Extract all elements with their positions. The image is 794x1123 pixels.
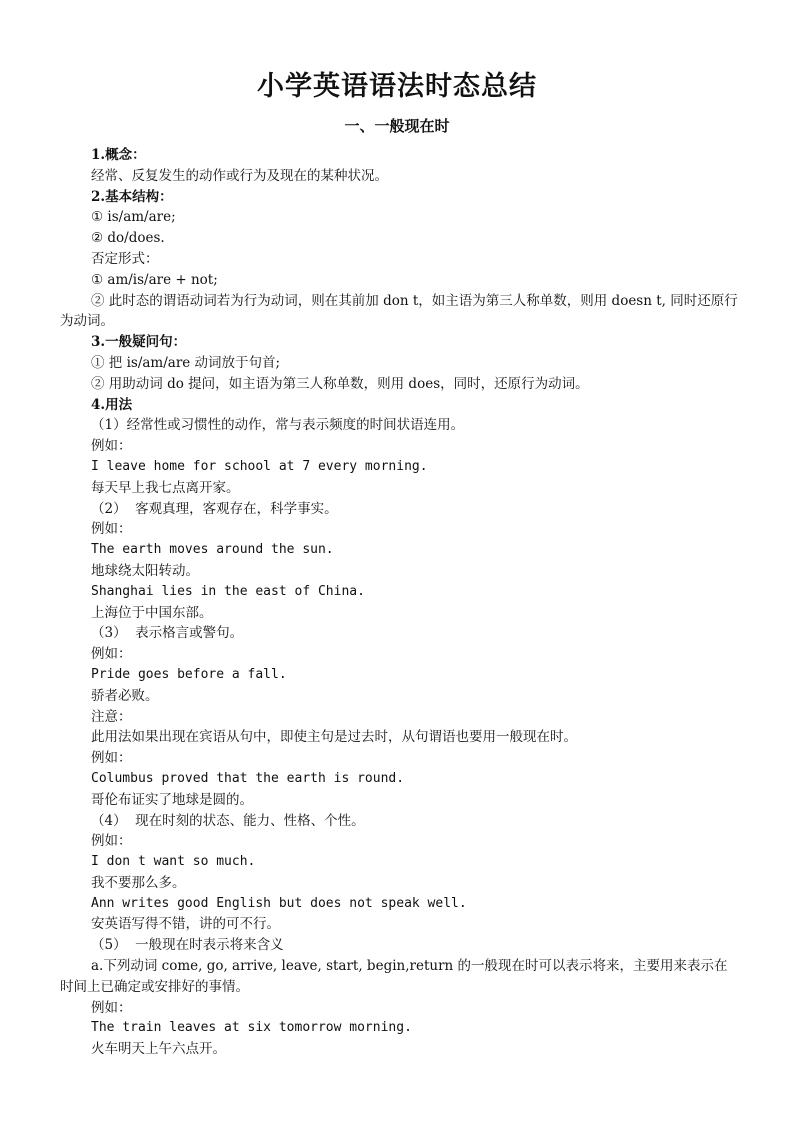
text-line: ① am/is/are + not;	[91, 271, 218, 288]
text-line: 例如：	[91, 646, 132, 663]
text-line: 例如：	[91, 521, 132, 538]
example-sentence: Pride goes before a fall.	[91, 666, 287, 682]
subsection-heading: 1.概念：	[91, 147, 146, 163]
text-line: ② 用助动词 do 提问，如主语为第三人称单数，则用 does，同时，还原行为动词。	[91, 375, 589, 392]
document-body	[60, 145, 740, 1060]
text-line: 我不要那么多。	[91, 874, 186, 891]
text-line: （4） 现在时刻的状态、能力、性格、个性。	[91, 812, 365, 829]
text-line: 火车明天上午六点开。	[91, 1041, 226, 1058]
subsection-heading: 2.基本结构：	[91, 188, 173, 205]
subsection-heading: 4.用法	[91, 396, 133, 413]
text-line: 安英语写得不错，讲的可不行。	[91, 916, 280, 933]
subsection-heading: 3.一般疑问句：	[91, 334, 187, 351]
text-line: 地球绕太阳转动。	[91, 562, 199, 579]
text-line: 例如：	[91, 999, 132, 1016]
text-line: ① is/am/are;	[91, 209, 176, 226]
text-line: （3） 表示格言或警句。	[91, 625, 244, 642]
example-sentence: I leave home for school at 7 every morning.	[91, 458, 428, 474]
text-line: 否定形式：	[91, 250, 159, 267]
text-line: 注意：	[91, 708, 132, 725]
text-line: 例如：	[91, 750, 132, 767]
text-line: 经常、反复发生的动作或行为及现在的某种状况。	[91, 167, 388, 184]
section-heading: 一、一般现在时	[344, 117, 450, 135]
example-sentence: Ann writes good English but does not speak well.	[91, 895, 467, 911]
example-sentence: Columbus proved that the earth is round.	[91, 770, 405, 786]
text-line: 上海位于中国东部。	[91, 604, 213, 621]
text-line: （5） 一般现在时表示将来含义	[91, 937, 284, 954]
text-line: a.下列动词 come, go, arrive, leave, start, begin,return 的一般现在时可以表示将来，主要用来表示在时间上已确定或安排好的事情。	[60, 958, 728, 995]
text-line: （2） 客观真理，客观存在，科学事实。	[91, 500, 338, 517]
example-sentence: The train leaves at six tomorrow morning.	[91, 1020, 412, 1036]
text-line: 此用法如果出现在宾语从句中，即使主句是过去时，从句谓语也要用一般现在时。	[91, 729, 577, 746]
text-line: 哥伦布证实了地球是圆的。	[91, 791, 253, 808]
text-line: 每天早上我七点离开家。	[91, 479, 240, 496]
text-line: （1）经常性或习惯性的动作，常与表示频度的时间状语连用。	[91, 417, 465, 434]
text-line: ② 此时态的谓语动词若为行为动词，则在其前加 don t，如主语为第三人称单数，则用 doesn t, 同时还原行为动词。	[60, 292, 738, 330]
example-sentence: The earth moves around the sun.	[91, 542, 334, 558]
text-line: 骄者必败。	[91, 687, 159, 704]
text-line: 例如：	[91, 438, 132, 455]
text-line: ② do/does.	[91, 230, 165, 247]
document-title: 小学英语语法时态总结	[257, 71, 537, 102]
text-line: 例如：	[91, 833, 132, 850]
example-sentence: I don t want so much.	[91, 854, 256, 870]
example-sentence: Shanghai lies in the east of China.	[91, 583, 365, 599]
text-line: ① 把 is/am/are 动词放于句首;	[91, 354, 281, 371]
